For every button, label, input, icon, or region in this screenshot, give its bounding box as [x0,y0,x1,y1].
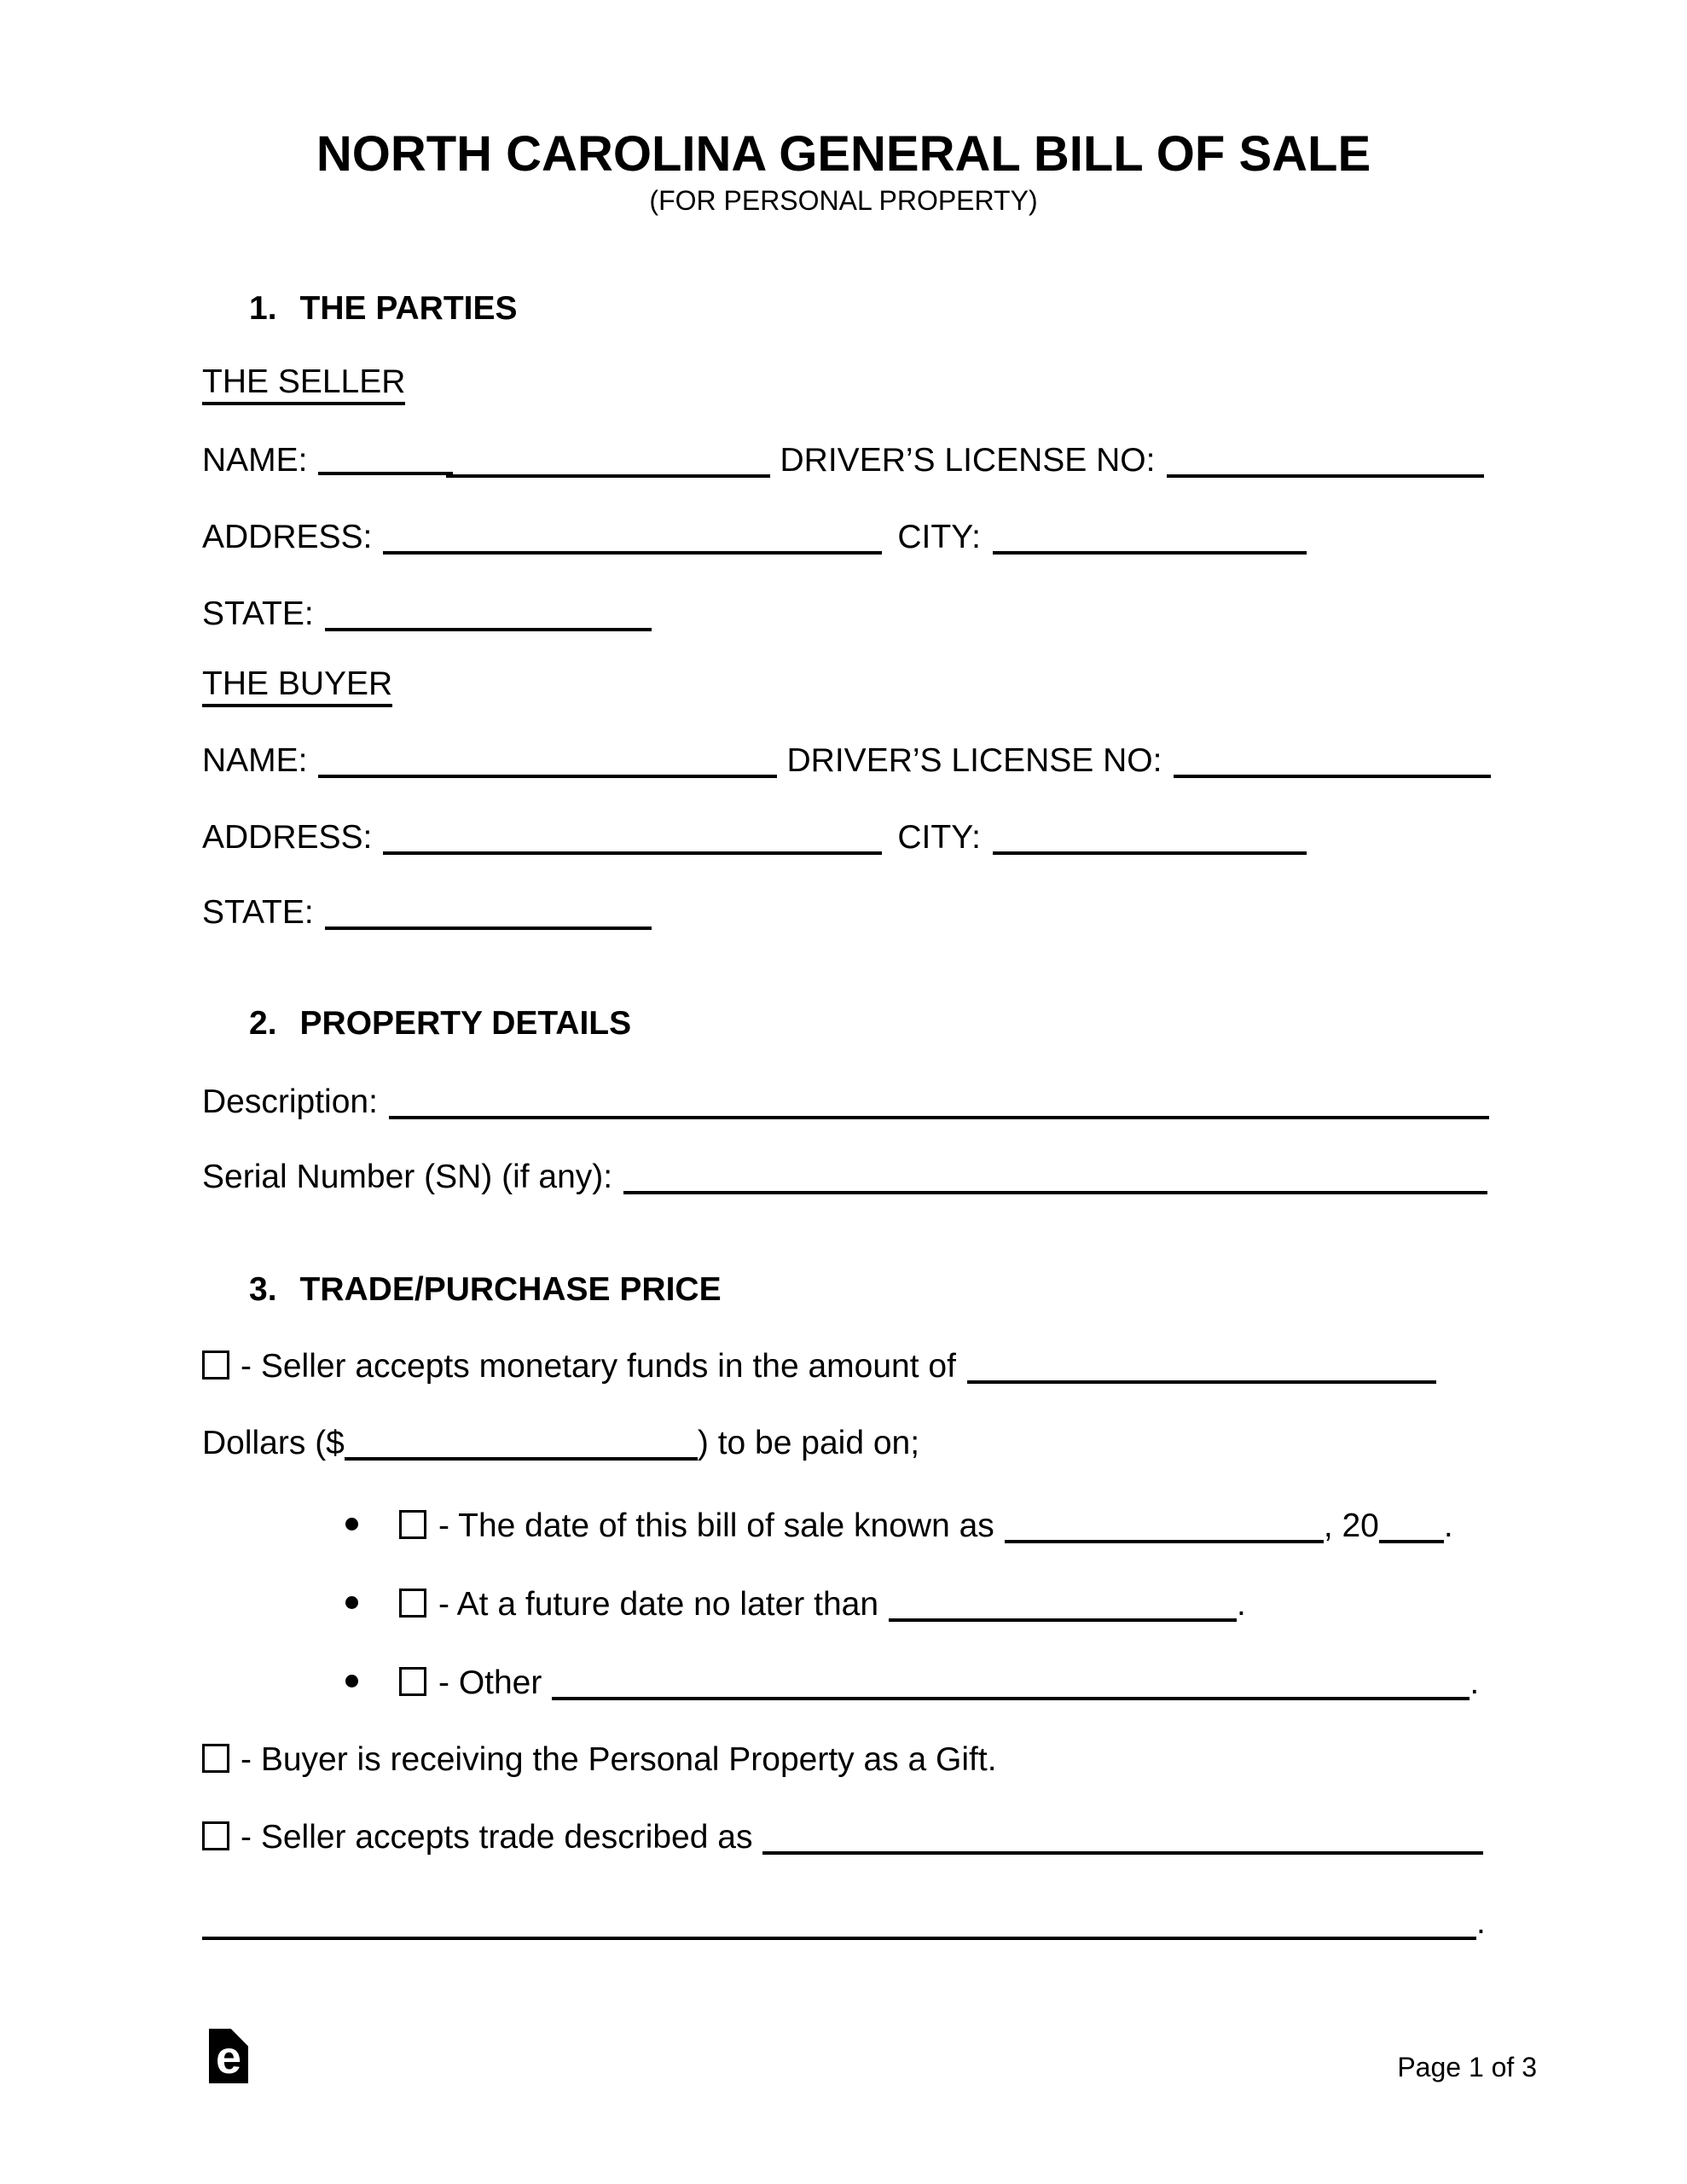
future-date-checkbox[interactable] [399,1589,426,1618]
seller-name-blank[interactable] [318,463,453,475]
bullet-future-text: - At a future date no later than [438,1586,879,1623]
seller-license-blank[interactable] [1167,466,1484,478]
serial-blank[interactable] [623,1182,1487,1194]
future-period: . [1237,1586,1246,1623]
date-period: . [1443,1507,1453,1544]
buyer-city-blank[interactable] [993,843,1307,855]
section-1-heading [249,289,518,328]
seller-state-blank[interactable] [325,619,652,631]
other-checkbox[interactable] [399,1667,426,1696]
dollars-suffix: ) to be paid on; [697,1425,920,1461]
dollars-blank[interactable] [345,1449,698,1461]
buyer-name-row [202,741,1491,781]
bullet-date-row [345,1507,1453,1546]
buyer-address-label: ADDRESS: [202,819,373,856]
document-subtitle: (FOR PERSONAL PROPERTY) [649,185,1038,216]
bullet-icon [345,1596,358,1609]
section-2-label: PROPERTY DETAILS [299,1005,632,1042]
seller-state-label: STATE: [202,595,314,632]
buyer-state-row [202,893,652,932]
trade-continuation-row [202,1903,1486,1943]
year-prefix: , 20 [1323,1507,1379,1544]
buyer-address-blank[interactable] [383,843,882,855]
eforms-logo [209,2029,248,2083]
seller-name-row [202,441,1484,480]
seller-name-label: NAME: [202,442,308,479]
description-blank[interactable] [389,1107,1489,1119]
bullet-other-text: - Other [438,1664,542,1701]
trade-blank[interactable] [762,1843,1483,1855]
dollars-prefix: Dollars ($ [202,1425,345,1461]
seller-license-label: DRIVER’S LICENSE NO: [780,442,1156,479]
section-2-heading [249,1004,631,1043]
description-row [202,1083,1489,1122]
bullet-other-row [345,1664,1479,1703]
gift-option-row [202,1740,997,1780]
seller-name-blank-2[interactable] [446,466,770,478]
trade-option-row [202,1818,1483,1857]
section-1-number: 1. [249,290,277,327]
seller-heading [202,363,405,405]
buyer-city-label: CITY: [897,819,981,856]
trade-checkbox[interactable] [202,1821,229,1850]
buyer-name-label: NAME: [202,742,308,779]
buyer-name-blank[interactable] [318,766,777,778]
buyer-address-row [202,818,1307,857]
serial-row [202,1158,1487,1197]
document-title: NORTH CAROLINA GENERAL BILL OF SALE [316,126,1371,182]
seller-city-label: CITY: [897,519,981,555]
seller-address-blank[interactable] [383,543,882,555]
buyer-state-blank[interactable] [325,918,652,930]
buyer-license-blank[interactable] [1174,766,1491,778]
other-blank[interactable] [552,1688,1470,1700]
trade-option-text: - Seller accepts trade described as [241,1819,753,1856]
section-3-number: 3. [249,1271,277,1308]
bullet-future-row [345,1585,1246,1624]
seller-heading-text: THE SELLER [202,363,405,405]
seller-city-blank[interactable] [993,543,1307,555]
section-1-label: THE PARTIES [299,290,518,327]
monetary-checkbox[interactable] [202,1350,229,1380]
monetary-amount-blank[interactable] [967,1372,1436,1384]
buyer-heading [202,665,392,707]
trade-period: . [1476,1904,1486,1941]
description-label: Description: [202,1083,378,1120]
dollars-row [202,1424,919,1463]
monetary-option-row [202,1347,1436,1386]
gift-checkbox[interactable] [202,1744,229,1773]
date-blank[interactable] [1005,1531,1324,1543]
page-number: Page 1 of 3 [1397,2052,1537,2082]
trade-continuation-blank[interactable] [202,1928,1476,1940]
seller-address-label: ADDRESS: [202,519,373,555]
year-blank[interactable] [1379,1531,1444,1543]
section-3-heading [249,1270,722,1310]
gift-option-text: - Buyer is receiving the Personal Property as a Gift. [241,1741,997,1778]
bullet-date-text: - The date of this bill of sale known as [438,1507,994,1544]
buyer-state-label: STATE: [202,894,314,931]
future-date-blank[interactable] [889,1610,1237,1622]
date-checkbox[interactable] [399,1510,426,1539]
serial-label: Serial Number (SN) (if any): [202,1159,613,1195]
other-period: . [1470,1664,1480,1701]
section-3-label: TRADE/PURCHASE PRICE [299,1271,722,1308]
eforms-logo-letter: e [215,2032,242,2083]
bullet-icon [345,1518,358,1531]
seller-state-row [202,595,652,634]
bullet-icon [345,1675,358,1687]
monetary-option-text: - Seller accepts monetary funds in the amount of [241,1348,956,1385]
seller-address-row [202,518,1307,557]
section-2-number: 2. [249,1005,277,1042]
buyer-license-label: DRIVER’S LICENSE NO: [786,742,1162,779]
buyer-heading-text: THE BUYER [202,665,392,707]
